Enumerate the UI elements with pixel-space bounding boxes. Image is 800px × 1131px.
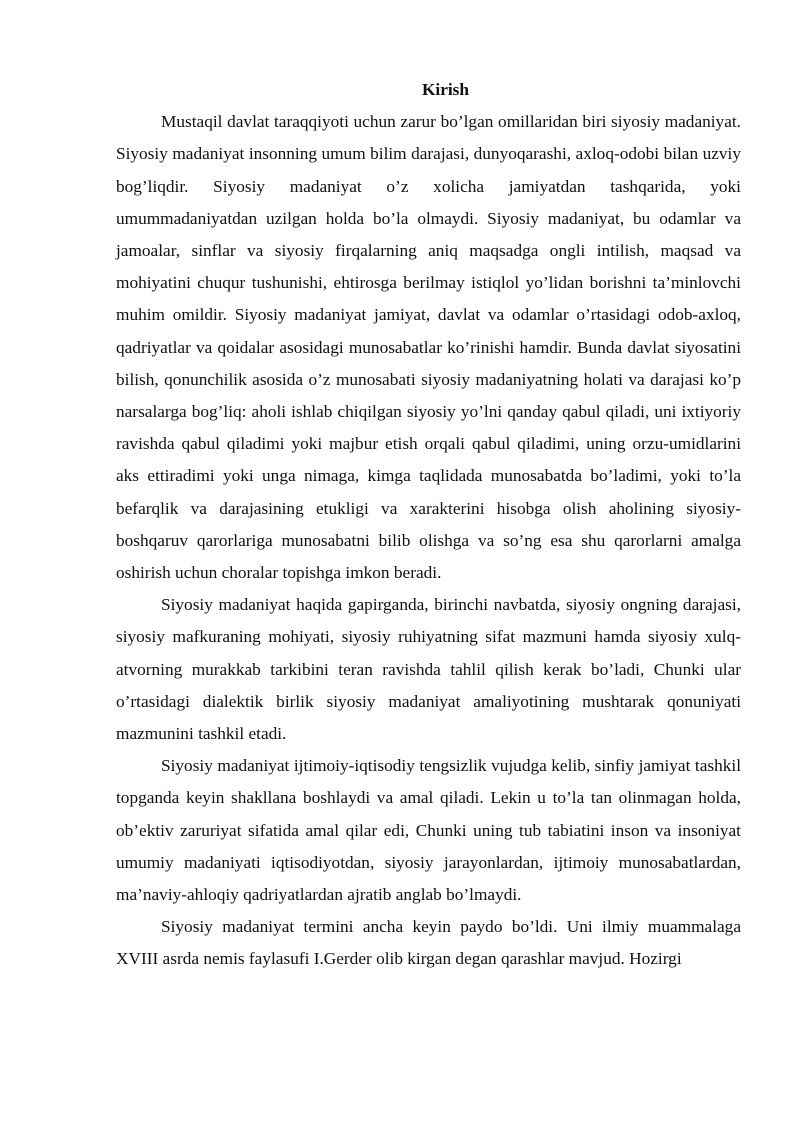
paragraph-1: Mustaqil davlat taraqqiyoti uchun zarur bo’lgan omillaridan biri siyosiy madaniyat. Siyosiy madaniyat insonning umum bilim darajasi, dunyoqarashi, axloq-odobi bilan uzviy bog’liqdir. Siyosiy madaniyat o’z xolicha jamiyatdan tashqarida, yoki umummadaniyatdan uzilgan holda bo’la olmaydi. Siyosiy madaniyat, bu odamlar va jamoalar, sinflar va siyosiy firqalarning aniq maqsadga ongli intilish, maqsad va mohiyatini chuqur tushunishi, ehtirosga berilmay istiqlol yo’lidan borishni ta’minlovchi muhim omildir. Siyosiy madaniyat jamiyat, davlat va odamlar o’rtasidagi odob-axloq, qadriyatlar va qoidalar asosidagi munosabatlar ko’rinishi hamdir. Bunda davlat siyosatini bilish, qonunchilik asosida o’z munosabati siyosiy madaniyatning holati va darajasi ko’p narsalarga bog’liq: aholi ishlab chiqilgan siyosiy yo’lni qanday qabul qiladi, uni ixtiyoriy ravishda qabul qiladimi yoki majbur etish orqali qabul qiladimi, uning orzu-umidlarini aks ettiradimi yoki unga nimaga, kimga taqlidada munosabatda bo’ladimi, yoki to’la befarqlik va darajasining etukligi va xarakterini hisobga olish aholining siyosiy-boshqaruv qarorlariga munosabatni bilib olishga va so’ng esa shu qarorlarni amalga oshirish uchun choralar topishga imkon beradi. (116, 112, 741, 583)
paragraph-2: Siyosiy madaniyat haqida gapirganda, birinchi navbatda, siyosiy ongning darajasi, siyosiy mafkuraning mohiyati, siyosiy ruhiyatning sifat mazmuni hamda siyosiy xulq-atvorning murakkab tarkibini teran ravishda tahlil qilish kerak bo’ladi, Chunki ular o’rtasidagi dialektik birlik siyosiy madaniyat amaliyotining mushtarak qonuniyati mazmunini tashkil etadi. (116, 595, 741, 744)
paragraph-4: Siyosiy madaniyat termini ancha keyin paydo bo’ldi. Uni ilmiy muammalaga XVIII asrda nemis faylasufi I.Gerder olib kirgan degan qarashlar mavjud. Hozirgi (116, 917, 741, 969)
document-title: Kirish (421, 80, 470, 99)
document-body (116, 74, 741, 976)
paragraph-3: Siyosiy madaniyat ijtimoiy-iqtisodiy tengsizlik vujudga kelib, sinfiy jamiyat tashkil topganda keyin shakllana boshlaydi va amal qiladi. Lekin u to’la tan olinmagan holda, ob’ektiv zaruriyat sifatida amal qilar edi, Chunki uning tub tabiatini inson va insoniyat umumiy madaniyati iqtisodiyotdan, siyosiy jarayonlardan, ijtimoiy munosabatlardan, ma’naviy-ahloqiy qadriyatlardan ajratib anglab bo’lmaydi. (116, 756, 741, 905)
